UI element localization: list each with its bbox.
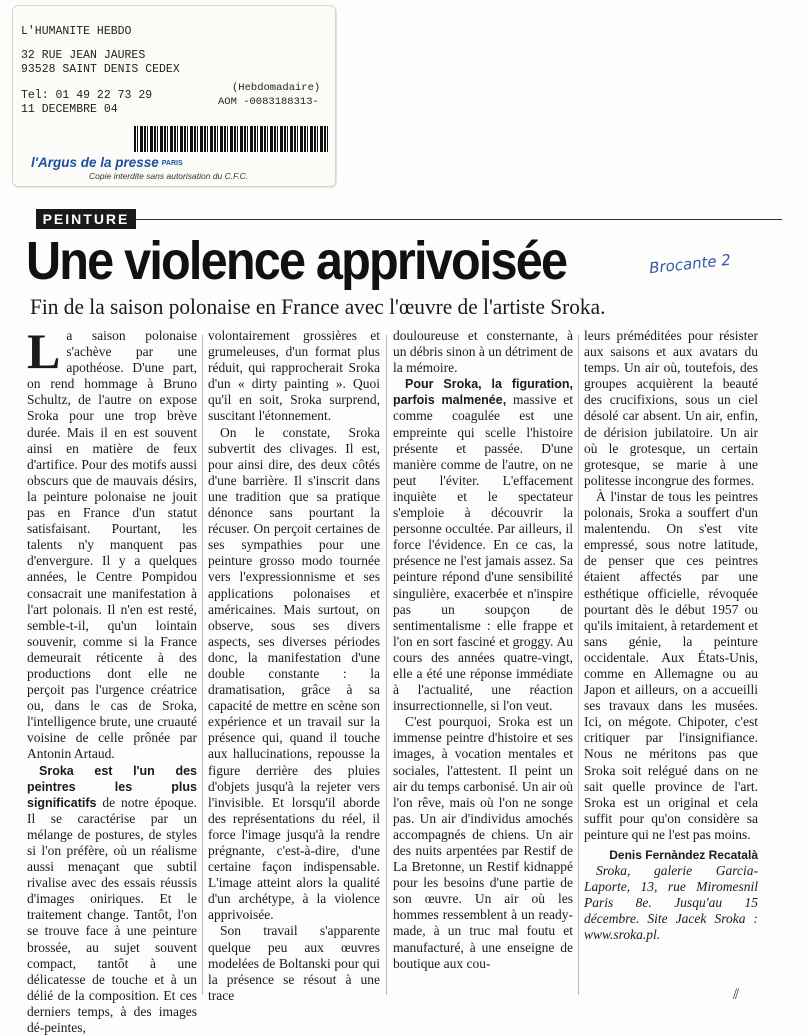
paragraph: C'est pourquoi, Sroka est un immense peintre d'histoire et ses images, à vocation mentales et sociales, l'attestent. Il peint un air du temps carbonisé. Un air où l'on rêve, mais où l'on ne songe pas. Un air d'individus amochés accompagnés de chiens. Un air des nuits arpentées par Restif de La Bretonne, un Restif kidnappé pour les besoins d'une partie de son œuvre. Un air où les hommes ressemblent à un ready-made, à un truc mal foutu et manufacturé, à une enseigne de boutique aux cou- (393, 714, 573, 971)
frequency: (Hebdomadaire) (232, 82, 321, 94)
scan-mark: ⫽ (733, 988, 740, 1003)
telephone: Tel: 01 49 22 73 29 (21, 89, 153, 102)
issue-date: 11 DECEMBRE 04 (21, 103, 118, 116)
barcode (134, 126, 328, 152)
paragraph-lead: Pour Sroka, la figuration, parfois malmenée, (393, 377, 573, 408)
paragraph: Pour Sroka, la figuration, parfois malmenée, massive et comme coagulée est une empreinte qui scelle l'histoire présente et passée. D'une manière comme de l'autre, on ne peut l'éviter. L'effacement inquiète et le spectateur s'emploie à découvrir la personne occultée. Par ailleurs, il force l'évidence. En ce cas, la présence ne l'est jamais assez. Sa peinture répond d'une sensibilité singulière, exacerbée et n'inspire pas un soupçon de sentimentalisme : elle frappe et l'on en sort fasciné et groggy. Au cours des années quatre-vingt, elle a été une réponse immédiate à l'actualité, une réaction insurrectionnelle, si l'on veut. (393, 377, 573, 714)
paragraph: Sroka est l'un des peintres les plus significatifs de notre époque. Il se caractérise par un mélange de postures, de styles si l'on préfère, où un réalisme aussi menaçant que subtil rivalise avec des essais réussis d'images oniriques. Et le traitement change. Tantôt, l'on se trouve face à une peinture brossée, au sujet souvent compact, tantôt à une délicatesse de touche et à un délié de la composition. Et ces derniers temps, à des images dé-peintes, (27, 763, 197, 1036)
drop-cap: L (27, 323, 61, 379)
section-rubric: PEINTURE (36, 209, 136, 229)
column-divider (202, 335, 203, 995)
article-subtitle: Fin de la saison polonaise en France avec l'œuvre de l'artiste Sroka. (30, 294, 606, 319)
handwritten-annotation: Brocante 2 (648, 250, 732, 278)
paragraph: douloureuse et consternante, à un débris sinon à un détriment de la mémoire. (393, 328, 573, 376)
argus-logo: l'Argus de la presse PARIS (31, 155, 183, 170)
article-column-1 (27, 323, 197, 1036)
exhibition-info: Sroka, galerie Garcia-Laporte, 13, rue Miromesnil Paris 8e. Jusqu'au 15 décembre. Site Jacek Sroka : www.sroka.pl. (584, 863, 758, 943)
column-divider (578, 335, 579, 995)
reference-code: AOM -0083188313- (218, 96, 319, 108)
copyright-notice: Copie interdite sans autorisation du C.F.C. (89, 171, 249, 181)
article-column-2 (208, 328, 380, 1003)
publication-name: L'HUMANITE HEBDO (21, 25, 132, 38)
paragraph: leurs préméditées pour résister aux saisons et aux avatars du temps. Un air où, toutefois, des groupes acquièrent la beauté des crucifixions, sous un ciel désolé car absent. Un air, enfin, de dérision jubilatoire. Un air où le grotesque, un certain grotesque, se marie à une politesse incongrue des formes. (584, 328, 758, 488)
paragraph: On le constate, Sroka subvertit des clivages. Il est, pour ainsi dire, des deux côtés d'une barrière. Il s'inscrit dans une tradition que sa pratique dénonce sans pourtant la récuser. On perçoit certaines de ses sympathies pour une peinture grosso modo tournée vers l'expressionnisme et ses applications polonaises et américaines. Mais surtout, on observe, sous ses divers aspects, ses diverses périodes donc, la manifestation d'une double constante : la dramatisation, grâce à sa capacité de mettre en scène son expérience et un travail sur la présence qui, quand il touche aux hallucinations, repousse la figure derrière des pluies d'objets jusqu'à la rejeter vers l'invisible. Et lorsqu'il aborde des représentations du réel, il force l'image jusqu'à la rendre prégnante, c'est-à-dire, d'une certaine façon indispensable. L'image atteint alors la qualité d'un archétype, à la violence apprivoisée. (208, 424, 380, 923)
paragraph: Son travail s'apparente quelque peu aux œuvres modelées de Boltanski pour qui la présence se résout à une trace (208, 923, 380, 1003)
paragraph-lead: Sroka est l'un des peintres les plus significatifs (27, 763, 197, 810)
press-clipping-stamp (12, 5, 336, 187)
paragraph: La saison polonaise s'achève par une apothéose. D'une part, on rend hommage à Bruno Schultz, de l'autre on expose Sroka pour une trop brève durée. Mais il en est souvent ainsi en matière de feux d'artifice. Pour des motifs aussi obscurs que de mauvais désirs, la peinture polonaise ne jouit pas en France d'un statut satisfaisant. Pourtant, les talents n'y manquent pas d'envergure. Il y a quelques années, le Centre Pompidou consacrait une manifestation à l'art polonais. Il n'en est resté, semble-t-il, qu'un lointain souvenir, comme si la France demeurait réticente à des productions dont elle ne perçoit pas l'urgence créatrice ou, dans le cas de Sroka, l'intelligence brute, une cruauté voisine de celle prônée par Antonin Artaud. (27, 323, 197, 762)
article-title: Une violence apprivoisée (26, 231, 567, 291)
column-divider (386, 335, 387, 995)
article-column-4 (584, 328, 758, 1000)
top-rule (136, 219, 782, 220)
address-line-1: 32 RUE JEAN JAURES (21, 49, 146, 62)
paragraph: À l'instar de tous les peintres polonais, Sroka a souffert d'un malentendu. On s'est vite empressé, sous notre latitude, de penser que ces peintres étaient affectés par une esthétique officielle, révoquée pourtant dès le début 1957 ou qu'ils imitaient, à retardement et sans génie, la peinture occidentale. Aux États-Unis, comme en Allemagne ou au Japon et ailleurs, on a accueilli ses travaux dans les musées. Ici, on mégote. Chipoter, c'est critiquer par l'insignifiance. Nous ne méritons pas que Sroka soit relégué dans on ne sait quelle province de l'art. Sroka est un original et cela suffit pour qu'on considère sa peinture qui ne l'est pas moins. (584, 488, 758, 842)
paragraph: volontairement grossières et grumeleuses, d'un format plus réduit, qui rapprocherait Sroka d'un « dirty painting ». Quoi qu'il en soit, Sroka surprend, suscitant l'étonnement. (208, 328, 380, 424)
author-signature: Denis Fernàndez Recatalà (609, 848, 758, 862)
address-line-2: 93528 SAINT DENIS CEDEX (21, 63, 180, 76)
article-column-3 (393, 328, 573, 1000)
